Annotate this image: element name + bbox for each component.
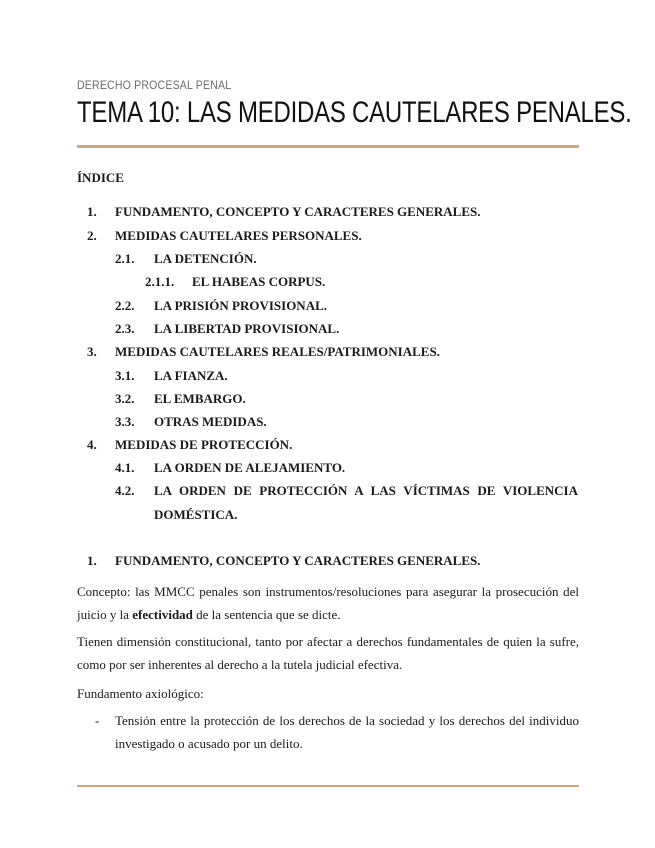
toc-item-text: LA ORDEN DE PROTECCIÓN A LAS VÍCTIMAS DE VIOLENCIA DOMÉSTICA. — [154, 483, 578, 522]
toc-item-number: 2.3. — [115, 321, 135, 336]
toc-item-number: 2.1.1. — [145, 274, 175, 289]
concept-paragraph — [77, 580, 579, 626]
toc-item-text: LA FIANZA. — [154, 368, 228, 383]
title-divider — [77, 145, 579, 148]
document-title: TEMA 10: LAS MEDIDAS CAUTELARES PENALES. — [77, 96, 632, 129]
toc-item-number: 2. — [87, 228, 97, 243]
toc-item-text: LA PRISIÓN PROVISIONAL. — [154, 298, 328, 313]
concept-text: Concepto: las MMCC penales son instrumentos/resoluciones para asegurar la prosecución del juicio y la — [77, 584, 579, 622]
section-title: FUNDAMENTO, CONCEPTO Y CARACTERES GENERALES. — [115, 553, 481, 568]
toc-item-number: 3.2. — [115, 391, 135, 406]
concept-emphasis: efectividad — [132, 607, 193, 622]
document-subject: DERECHO PROCESAL PENAL — [77, 78, 232, 92]
toc-item-number: 1. — [87, 204, 97, 219]
toc-item-number: 4.2. — [115, 483, 135, 498]
toc-item-number: 2.1. — [115, 251, 135, 266]
toc-item-text: FUNDAMENTO, CONCEPTO Y CARACTERES GENERALES. — [115, 204, 481, 219]
toc-item-text: MEDIDAS CAUTELARES PERSONALES. — [115, 228, 362, 243]
toc-item-text: MEDIDAS CAUTELARES REALES/PATRIMONIALES. — [115, 344, 440, 359]
section-number: 1. — [87, 553, 97, 568]
toc-item-text: EL EMBARGO. — [154, 391, 246, 406]
index-heading: ÍNDICE — [77, 170, 124, 185]
bullet-text: Tensión entre la protección de los derechos de la sociedad y los derechos del individuo investigado o acusado por un delito. — [115, 713, 579, 751]
toc-item-number: 3.1. — [115, 368, 135, 383]
toc-item-number: 3. — [87, 344, 97, 359]
toc-item-number: 3.3. — [115, 414, 135, 429]
toc-item-text: LA DETENCIÓN. — [154, 251, 257, 266]
toc-item-text: LA ORDEN DE ALEJAMIENTO. — [154, 460, 346, 475]
toc-item-number: 4. — [87, 437, 97, 452]
toc-item-text: EL HABEAS CORPUS. — [192, 274, 326, 289]
toc-item-text: OTRAS MEDIDAS. — [154, 414, 267, 429]
bullet-dash: - — [95, 713, 100, 728]
toc-item-text: LA LIBERTAD PROVISIONAL. — [154, 321, 340, 336]
concept-text-end: de la sentencia que se dicte. — [192, 607, 341, 622]
toc-item-number: 2.2. — [115, 298, 135, 313]
footer-divider — [77, 785, 579, 787]
dimension-paragraph: Tienen dimensión constitucional, tanto por afectar a derechos fundamentales de quien la sufre, como por ser inherentes al derecho a la tutela judicial efectiva. — [77, 634, 579, 672]
toc-item-number: 4.1. — [115, 460, 135, 475]
toc-item-text: MEDIDAS DE PROTECCIÓN. — [115, 437, 293, 452]
fundamento-label: Fundamento axiológico: — [77, 686, 204, 701]
